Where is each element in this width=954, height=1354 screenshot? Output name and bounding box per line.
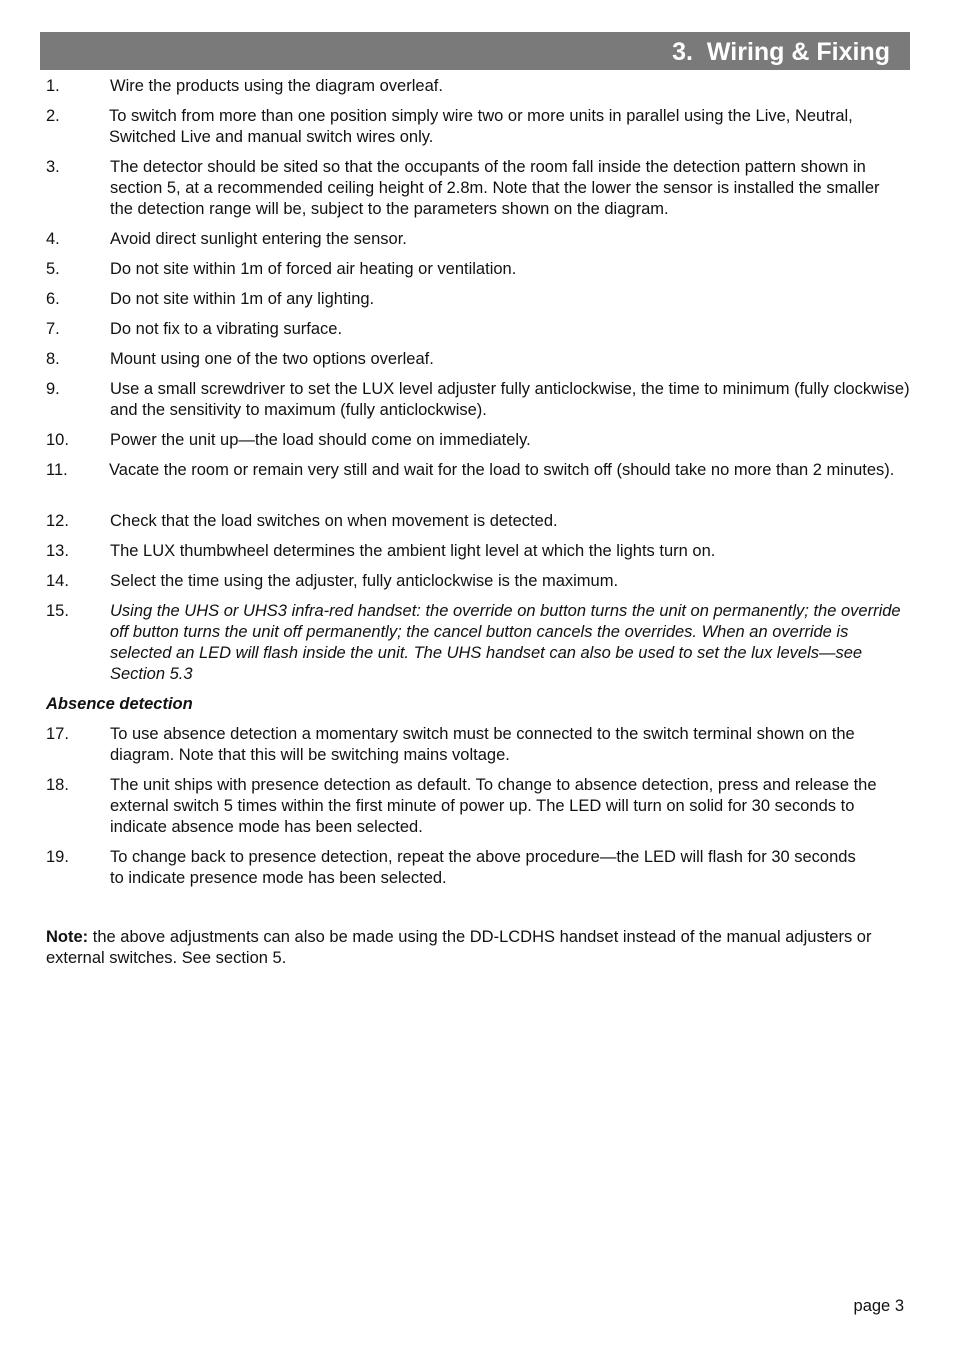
item-text: Using the UHS or UHS3 infra-red handset: the override on button turns the unit on permanently; the override off button turns the unit off permanently; the cancel button cancels the overrides. When an override is selected an LED will flash inside the unit. The UHS handset can also be used to set the lux levels—see Section 5.3	[110, 602, 901, 683]
item-number: 3.	[46, 158, 60, 176]
item-number: 7.	[46, 320, 60, 338]
item-text: To change back to presence detection, repeat the above procedure—the LED will flash for 30 seconds to indicate presence mode has been selected.	[110, 848, 856, 887]
item-text: Mount using one of the two options overleaf.	[110, 350, 434, 368]
list-item	[46, 379, 912, 421]
item-text: To switch from more than one position simply wire two or more units in parallel using the Live, Neutral, Switched Live and manual switch wires only.	[109, 107, 853, 146]
list-item	[46, 775, 912, 838]
item-number: 9.	[46, 380, 60, 398]
absence-detection-heading: Absence detection	[46, 695, 193, 713]
item-number: 6.	[46, 290, 60, 308]
list-item	[46, 847, 912, 889]
item-text: Wire the products using the diagram overleaf.	[110, 77, 443, 95]
list-item	[46, 259, 912, 280]
note-label: Note:	[46, 928, 89, 946]
item-number: 2.	[46, 107, 60, 125]
item-number: 1.	[46, 77, 60, 95]
item-number: 17.	[46, 725, 69, 743]
item-number: 14.	[46, 572, 69, 590]
item-number: 15.	[46, 602, 69, 620]
list-item	[46, 724, 912, 766]
list-item	[46, 511, 912, 532]
note-paragraph	[46, 927, 906, 969]
item-text: To use absence detection a momentary switch must be connected to the switch terminal shown on the diagram. Note that this will be switching mains voltage.	[110, 725, 855, 764]
item-number: 13.	[46, 542, 69, 560]
item-number: 5.	[46, 260, 60, 278]
item-text: The LUX thumbwheel determines the ambient light level at which the lights turn on.	[110, 542, 716, 560]
page-number: page 3	[853, 1297, 904, 1315]
item-number: 12.	[46, 512, 69, 530]
item-text: Do not site within 1m of any lighting.	[110, 290, 375, 308]
item-number: 10.	[46, 431, 69, 449]
list-item	[46, 541, 912, 562]
item-text: Check that the load switches on when movement is detected.	[110, 512, 558, 530]
item-text: Select the time using the adjuster, fully anticlockwise is the maximum.	[110, 572, 619, 590]
item-number: 11.	[46, 461, 68, 479]
list-item	[46, 349, 912, 370]
section-title: 3. Wiring & Fixing	[672, 38, 890, 66]
item-text: The detector should be sited so that the occupants of the room fall inside the detection pattern shown in section 5, at a recommended ceiling height of 2.8m. Note that the lower the sensor is installed the smaller the detection range will be, subject to the parameters shown on the diagram.	[110, 158, 880, 218]
section-header-bar	[40, 32, 910, 70]
list-item	[46, 289, 912, 310]
item-text: Power the unit up—the load should come on immediately.	[110, 431, 531, 449]
list-item	[46, 106, 912, 148]
item-text: Avoid direct sunlight entering the sensor.	[110, 230, 407, 248]
item-number: 19.	[46, 848, 69, 866]
item-number: 18.	[46, 776, 69, 794]
list-item	[46, 460, 912, 481]
list-item	[46, 571, 912, 592]
list-item	[46, 76, 912, 97]
list-item	[46, 319, 912, 340]
item-number: 8.	[46, 350, 60, 368]
item-text: Vacate the room or remain very still and wait for the load to switch off (should take no more than 2 minutes).	[109, 461, 895, 479]
item-number: 4.	[46, 230, 60, 248]
list-item	[46, 430, 912, 451]
list-item	[46, 157, 912, 220]
list-item	[46, 229, 912, 250]
item-text: Use a small screwdriver to set the LUX level adjuster fully anticlockwise, the time to minimum (fully clockwise) and the sensitivity to maximum (fully anticlockwise).	[110, 380, 910, 419]
note-text: the above adjustments can also be made using the DD-LCDHS handset instead of the manual adjusters or external switches. See section 5.	[46, 928, 872, 967]
item-text: The unit ships with presence detection as default. To change to absence detection, press and release the external switch 5 times within the first minute of power up. The LED will turn on solid for 30 seconds to indicate absence mode has been selected.	[110, 776, 877, 836]
list-item	[46, 601, 912, 685]
item-text: Do not site within 1m of forced air heating or ventilation.	[110, 260, 517, 278]
item-text: Do not fix to a vibrating surface.	[110, 320, 343, 338]
